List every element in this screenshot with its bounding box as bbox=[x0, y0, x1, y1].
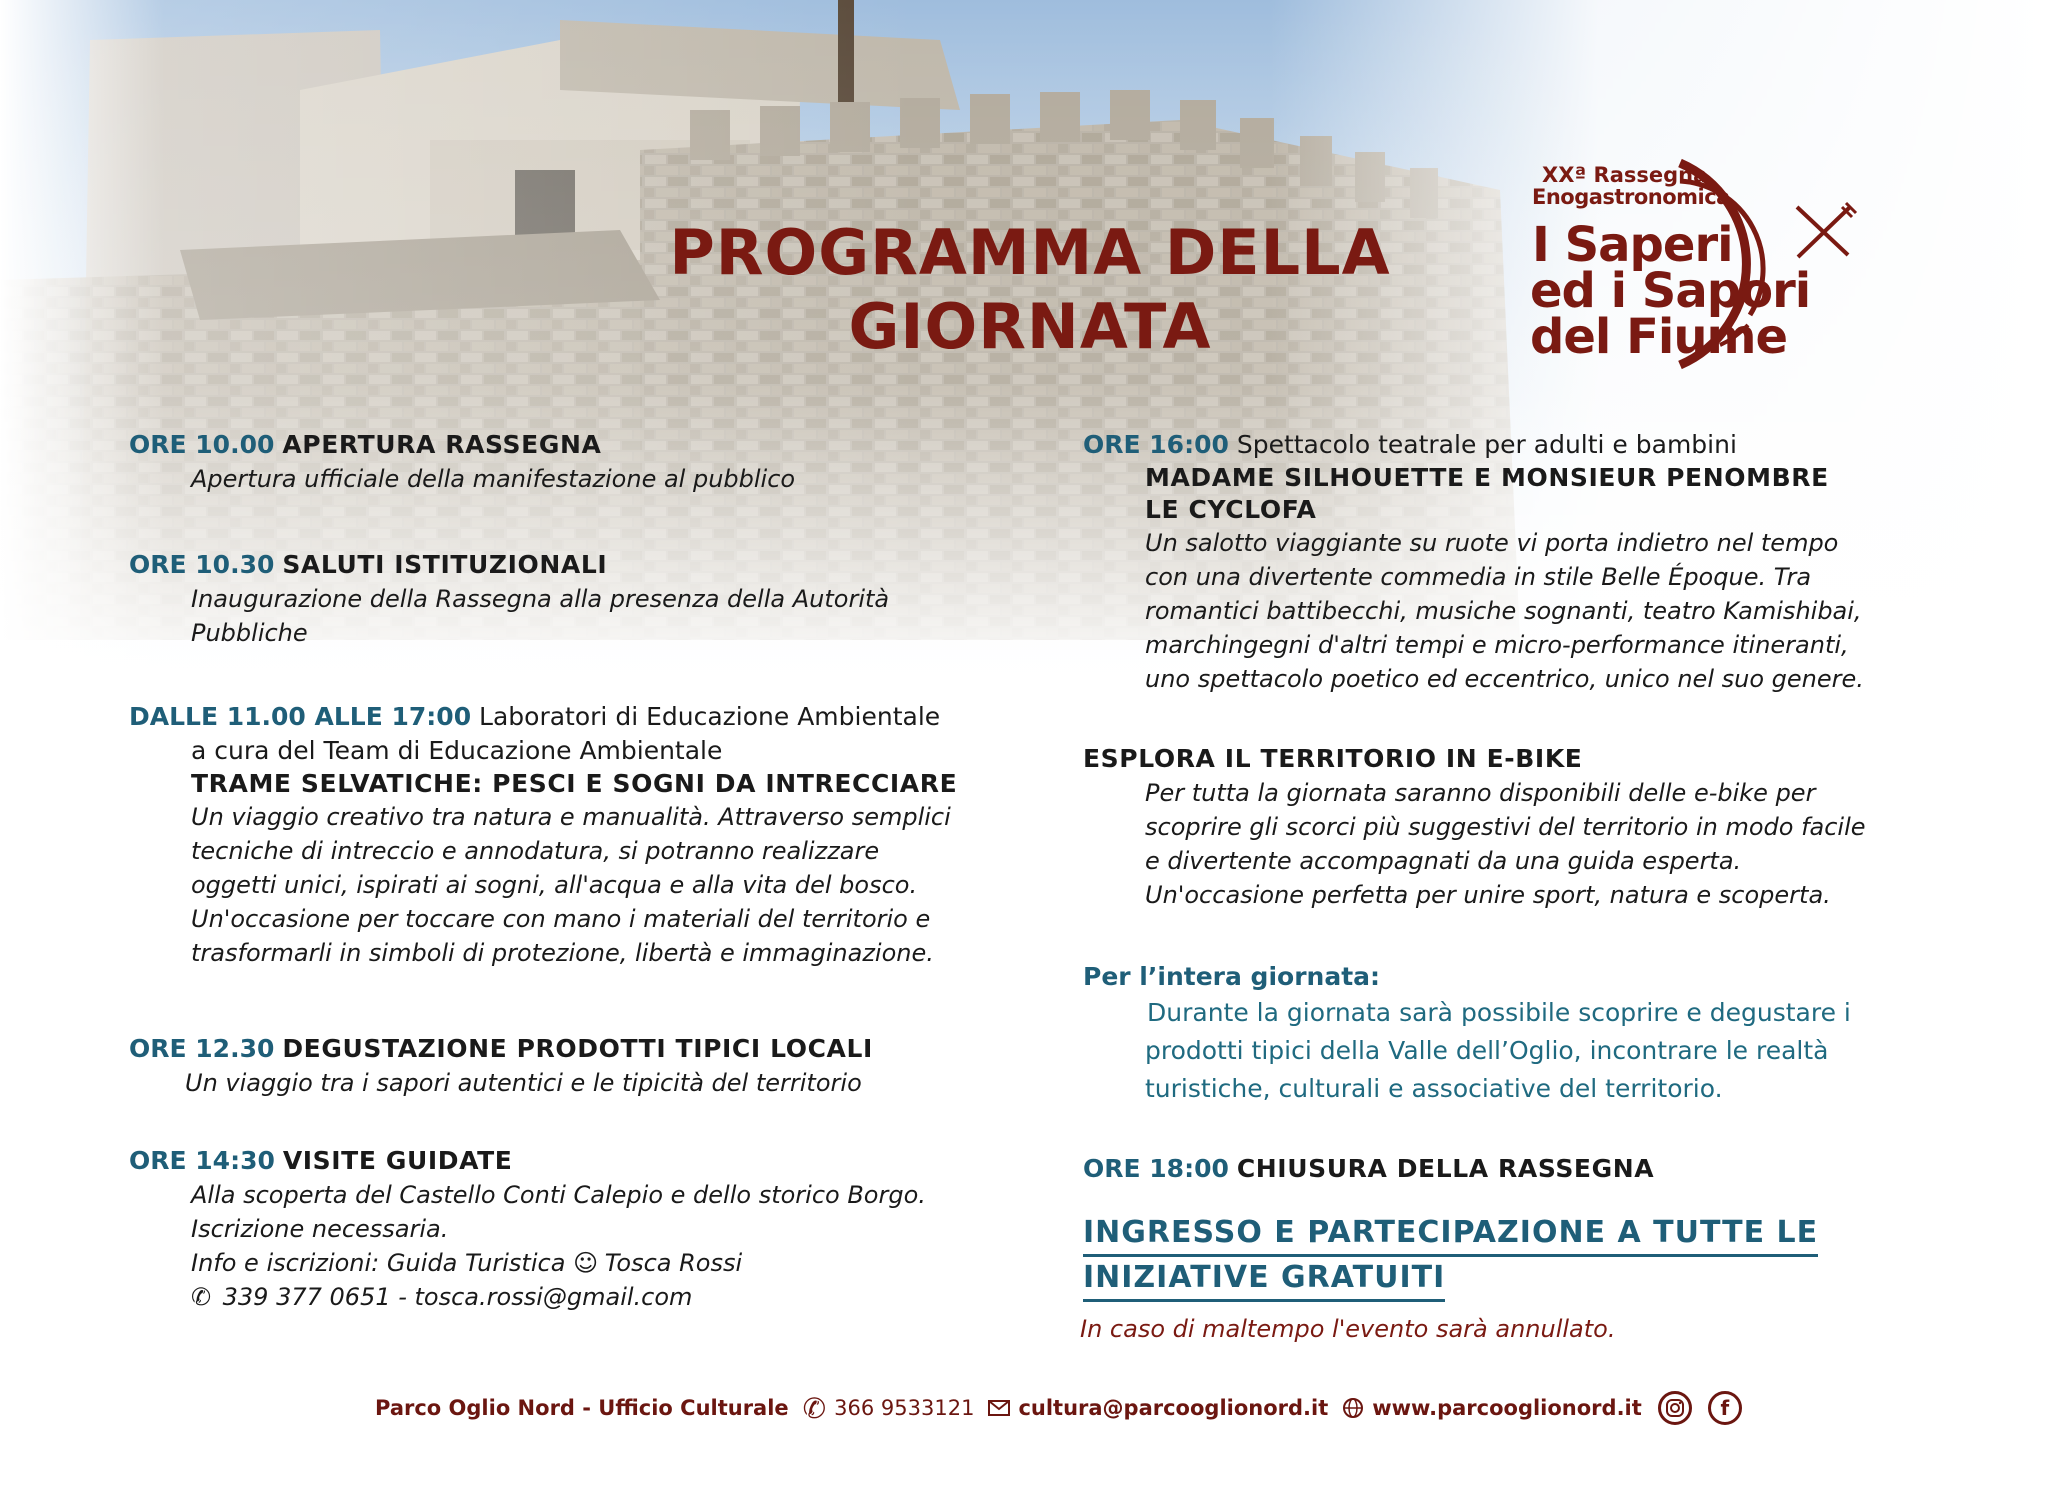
event-description-line: Un'occasione per toccare con mano i materiali del territorio e bbox=[191, 905, 931, 933]
event-time: ORE 18:00 bbox=[1083, 1154, 1229, 1183]
event-title: APERTURA RASSEGNA bbox=[282, 430, 602, 459]
footer bbox=[375, 1388, 1742, 1428]
footer-org: Parco Oglio Nord bbox=[375, 1396, 575, 1420]
all-day-line: Durante la giornata sarà possibile scoprire e degustare i bbox=[1147, 998, 1851, 1027]
event-description-line: Un salotto viaggiante su ruote vi porta indietro nel tempo bbox=[1145, 529, 1839, 557]
event-description-line: romantici battibecchi, musiche sognanti, teatro Kamishibai, bbox=[1145, 597, 1862, 625]
free-entry-line-1: INGRESSO E PARTECIPAZIONE A TUTTE LE bbox=[1083, 1212, 1818, 1257]
free-entry-line-2: INIZIATIVE GRATUITI bbox=[1083, 1257, 1445, 1302]
event-visite-guidate bbox=[129, 1144, 926, 1314]
event-info bbox=[129, 1246, 926, 1280]
event-description-line: oggetti unici, ispirati ai sogni, all'acqua e alla vita del bosco. bbox=[191, 871, 918, 899]
event-title: Laboratori di Educazione Ambientale bbox=[479, 702, 941, 731]
event-time: ORE 10.00 bbox=[129, 430, 275, 459]
page-title-line-2: GIORNATA bbox=[848, 290, 1212, 363]
event-heading: ESPLORA IL TERRITORIO IN E-BIKE bbox=[1083, 744, 1583, 773]
instagram-icon[interactable] bbox=[1658, 1391, 1692, 1425]
event-time: ORE 14:30 bbox=[129, 1146, 275, 1175]
facebook-icon[interactable]: f bbox=[1708, 1391, 1742, 1425]
event-description-line: tecniche di intreccio e annodatura, si potranno realizzare bbox=[191, 837, 880, 865]
all-day-heading: Per l’intera giornata: bbox=[1083, 962, 1381, 991]
footer-office: Ufficio Culturale bbox=[598, 1396, 789, 1420]
event-description-line-1: Inaugurazione della Rassegna alla presenza della Autorità bbox=[191, 585, 890, 613]
event-description-line: e divertente accompagnati da una guida esperta. bbox=[1145, 847, 1742, 875]
all-day-line: prodotti tipici della Valle dell’Oglio, incontrare le realtà bbox=[1145, 1036, 1829, 1065]
event-logo bbox=[1530, 155, 1910, 370]
event-time: DALLE 11.00 ALLE 17:00 bbox=[129, 702, 472, 731]
all-day-info bbox=[1083, 960, 1851, 1108]
info-label: Info e iscrizioni: Guida Turistica bbox=[191, 1249, 566, 1277]
event-heading: TRAME SELVATICHE: PESCI E SOGNI DA INTRECCIARE bbox=[191, 769, 958, 798]
footer-website[interactable]: www.parcooglionord.it bbox=[1372, 1396, 1642, 1420]
event-ebike bbox=[1083, 742, 1866, 912]
mail-icon bbox=[988, 1400, 1010, 1416]
logo-edition: XXª Rassegna bbox=[1542, 163, 1708, 187]
event-contact bbox=[129, 1280, 926, 1314]
logo-name-line-2: ed i Sapori bbox=[1530, 263, 1811, 319]
weather-notice: In caso di maltempo l'evento sarà annullato. bbox=[1080, 1315, 1616, 1343]
page-title-line-1: PROGRAMMA DELLA bbox=[669, 216, 1391, 289]
event-title: VISITE GUIDATE bbox=[282, 1146, 513, 1175]
event-description-line-1: Alla scoperta del Castello Conti Calepio e dello storico Borgo. bbox=[191, 1181, 926, 1209]
event-degustazione bbox=[129, 1032, 873, 1100]
event-description-line: uno spettacolo poetico ed eccentrico, unico nel suo genere. bbox=[1145, 665, 1864, 693]
free-entry-notice bbox=[1083, 1212, 1818, 1302]
phone-icon: ✆ bbox=[191, 1283, 212, 1311]
guide-name: Tosca Rossi bbox=[604, 1249, 743, 1277]
event-title: Spettacolo teatrale per adulti e bambini bbox=[1236, 430, 1737, 459]
event-heading-line-2: LE CYCLOFA bbox=[1145, 495, 1317, 524]
event-description-line: Per tutta la giornata saranno disponibili delle e-bike per bbox=[1145, 779, 1816, 807]
event-description-line: Un'occasione perfetta per unire sport, natura e scoperta. bbox=[1145, 881, 1831, 909]
event-heading-line-1: MADAME SILHOUETTE E MONSIEUR PENOMBRE bbox=[1145, 463, 1829, 492]
person-icon: ☺ bbox=[573, 1249, 599, 1277]
logo-name-line-1: I Saperi bbox=[1532, 217, 1733, 273]
phone-icon: ✆ bbox=[802, 1391, 827, 1425]
event-organizer: a cura del Team di Educazione Ambientale bbox=[191, 736, 723, 765]
contact-text: 339 377 0651 - tosca.rossi@gmail.com bbox=[222, 1283, 693, 1311]
event-saluti bbox=[129, 548, 889, 650]
event-apertura bbox=[129, 428, 795, 496]
all-day-line: turistiche, culturali e associative del territorio. bbox=[1145, 1074, 1723, 1103]
footer-separator: - bbox=[574, 1396, 599, 1420]
event-laboratori bbox=[129, 700, 957, 970]
event-description-line: scoprire gli scorci più suggestivi del territorio in modo facile bbox=[1145, 813, 1866, 841]
event-description: Un viaggio tra i sapori autentici e le tipicità del territorio bbox=[185, 1069, 862, 1097]
event-time: ORE 10.30 bbox=[129, 550, 275, 579]
globe-icon bbox=[1342, 1397, 1364, 1419]
event-description: Apertura ufficiale della manifestazione al pubblico bbox=[191, 465, 796, 493]
event-description-line: Un viaggio creativo tra natura e manualità. Attraverso semplici bbox=[191, 803, 951, 831]
event-description-line-2: Iscrizione necessaria. bbox=[191, 1215, 449, 1243]
event-description-line: marchingegni d'altri tempi e micro-performance itineranti, bbox=[1145, 631, 1849, 659]
event-description-line: trasformarli in simboli di protezione, libertà e immaginazione. bbox=[191, 939, 934, 967]
footer-phone[interactable]: 366 9533121 bbox=[834, 1396, 975, 1420]
event-description-line-2: Pubbliche bbox=[191, 619, 308, 647]
event-chiusura bbox=[1083, 1152, 1654, 1186]
event-time: ORE 16:00 bbox=[1083, 430, 1229, 459]
event-description-line: con una divertente commedia in stile Belle Époque. Tra bbox=[1145, 563, 1812, 591]
logo-name-line-3: del Fiume bbox=[1530, 309, 1788, 365]
logo-subtitle: Enogastronomica bbox=[1532, 185, 1730, 209]
footer-email[interactable]: cultura@parcooglionord.it bbox=[1018, 1396, 1329, 1420]
event-title: SALUTI ISTITUZIONALI bbox=[282, 550, 608, 579]
event-spettacolo bbox=[1083, 428, 1864, 696]
event-title: CHIUSURA DELLA RASSEGNA bbox=[1236, 1154, 1655, 1183]
event-time: ORE 12.30 bbox=[129, 1034, 275, 1063]
event-title: DEGUSTAZIONE PRODOTTI TIPICI LOCALI bbox=[282, 1034, 873, 1063]
